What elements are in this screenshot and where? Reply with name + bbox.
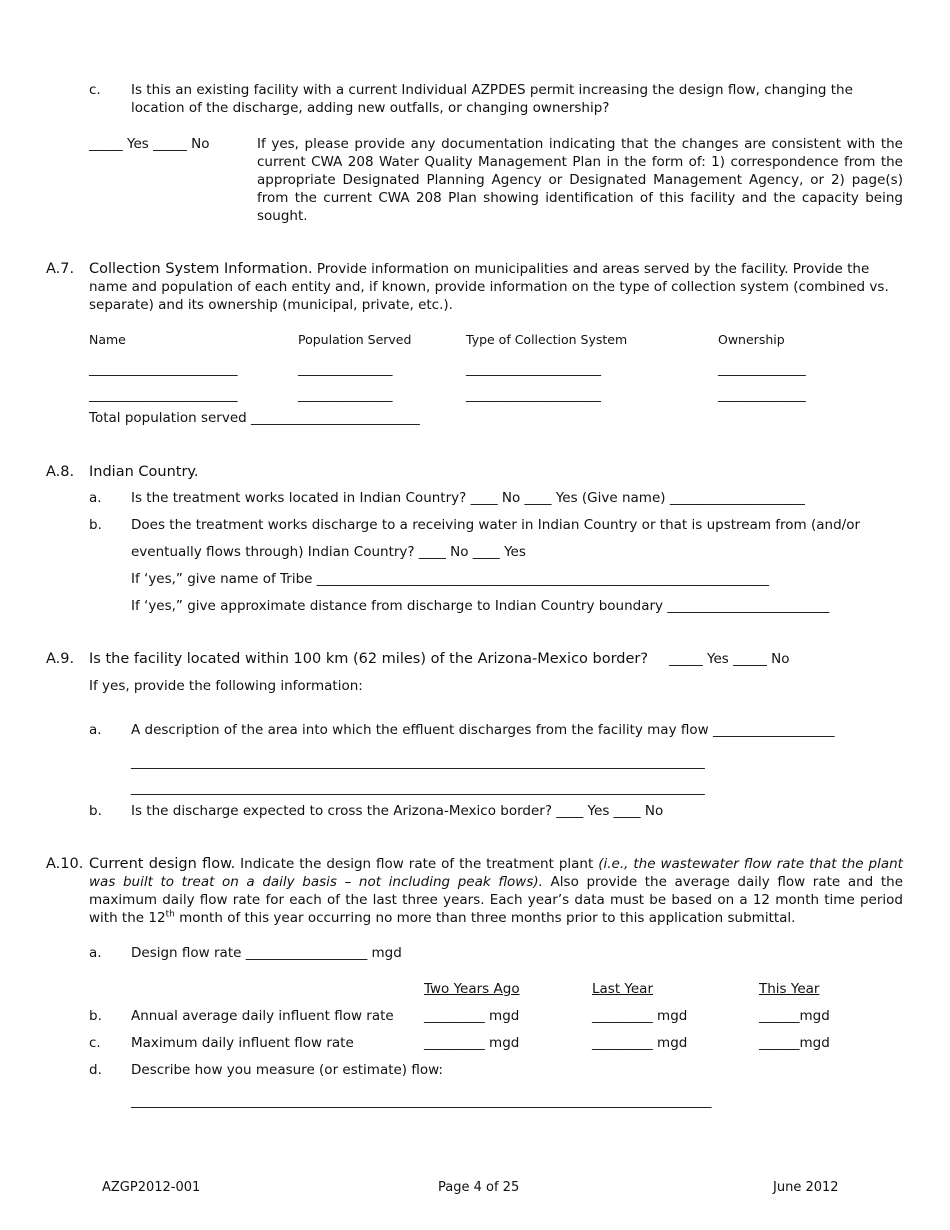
a7-body: Provide information on municipalities and areas served by the facility. Provide the name and population of each entity and, if known, provide information on the type of collection system (combined vs. separate) and its ownership (municipal, private, etc.). [89,261,889,313]
a10-d-letter: d. [89,1062,102,1078]
a9-b-letter: b. [89,803,102,819]
a8-tribe-name-field[interactable]: If ‘yes,” give name of Tribe ___________________________________________________________________ [131,571,769,587]
a10-paragraph [89,855,903,927]
annual-avg-this-year-field[interactable]: ______mgd [759,1008,830,1024]
max-daily-last-year-field[interactable]: _________ mgd [592,1035,688,1051]
max-daily-this-year-field[interactable]: ______mgd [759,1035,830,1051]
row1-population-blank[interactable]: ______________ [298,361,393,377]
a9-number: A.9. [46,651,75,667]
a9-a-letter: a. [89,722,102,738]
col-header-collection-type: Type of Collection System [466,332,628,347]
a8-number: A.8. [46,464,75,480]
a10-b-letter: b. [89,1008,102,1024]
a9-intro: If yes, provide the following information: [89,678,363,694]
annual-avg-flow-label: Annual average daily influent flow rate [131,1008,394,1024]
col-header-last-year: Last Year [592,981,653,997]
a10-number: A.10. [46,856,84,872]
row1-name-blank[interactable]: ______________________ [89,361,238,377]
a9-b-question[interactable]: Is the discharge expected to cross the Arizona-Mexico border? ____ Yes ____ No [131,803,664,819]
a10-body-part2: Also provide the average daily flow rate and the maximum daily flow rate for each of the last three years. Each year’s data must be based on a 12 month time period with the 12 [89,874,903,926]
a8-distance-field[interactable]: If ‘yes,” give approximate distance from discharge to Indian Country boundary ________________________ [131,598,830,614]
annual-avg-two-years-ago-field[interactable]: _________ mgd [424,1008,520,1024]
a9-a-line2[interactable]: _____________________________________________________________________________________ [131,754,705,770]
row2-name-blank[interactable]: ______________________ [89,387,238,403]
a10-body-part3: month of this year occurring no more than three months prior to this application submittal. [174,910,796,926]
a10-body-italic: (i.e., the wastewater flow rate that the plant was built to treat on a daily basis – not including peak flows). [89,856,903,890]
a10-body-part1: Indicate the design flow rate of the treatment plant [235,856,599,872]
a8-title: Indian Country. [89,464,199,480]
col-header-two-years-ago: Two Years Ago [424,981,520,997]
row2-type-blank[interactable]: ____________________ [466,387,601,403]
a8-a-question[interactable]: Is the treatment works located in Indian Country? ____ No ____ Yes (Give name) ____________________ [131,490,805,506]
a8-b-line1: Does the treatment works discharge to a receiving water in Indian Country or that is upstream from (and/or [131,517,861,533]
a9-a-line3[interactable]: _____________________________________________________________________________________ [131,780,705,796]
row2-ownership-blank[interactable]: _____________ [718,387,806,403]
col-header-ownership: Ownership [718,332,785,347]
yes-no-c[interactable]: _____ Yes _____ No [89,136,210,152]
a9-a-description-field[interactable]: A description of the area into which the effluent discharges from the facility may flow __________________ [131,722,835,738]
total-population-field[interactable]: Total population served _________________________ [89,410,420,426]
col-header-name: Name [89,332,126,347]
col-header-this-year: This Year [759,981,820,997]
a10-title: Current design flow. [89,856,236,872]
explanation-c: If yes, please provide any documentation indicating that the changes are consistent with the current CWA 208 Water Quality Management Plan in the form of: 1) correspondence from the appropriate Designated Planning Agency or Designated Management Agency, or 2) page(s) from the current CWA 208 Plan showing identification of this facility and the capacity being sought. [257,136,903,224]
max-daily-flow-label: Maximum daily influent flow rate [131,1035,354,1051]
a10-a-letter: a. [89,945,102,961]
a8-b-line2[interactable]: eventually flows through) Indian Country? ____ No ____ Yes [131,544,526,560]
a10-d-question: Describe how you measure (or estimate) flow: [131,1062,443,1078]
a8-b-letter: b. [89,517,102,533]
row1-ownership-blank[interactable]: _____________ [718,361,806,377]
a9-question: Is the facility located within 100 km (62 miles) of the Arizona-Mexico border? [89,651,649,667]
a10-superscript: th [165,909,175,920]
annual-avg-last-year-field[interactable]: _________ mgd [592,1008,688,1024]
item-letter-c: c. [89,82,101,98]
footer-date: June 2012 [773,1180,839,1195]
max-daily-two-years-ago-field[interactable]: _________ mgd [424,1035,520,1051]
row1-type-blank[interactable]: ____________________ [466,361,601,377]
flow-measurement-field[interactable]: ______________________________________________________________________________________ [131,1093,712,1109]
a7-paragraph [89,260,889,314]
row2-population-blank[interactable]: ______________ [298,387,393,403]
a7-title: Collection System Information. [89,261,313,277]
a9-yes-no[interactable]: _____ Yes _____ No [669,651,790,667]
footer-page-number: Page 4 of 25 [438,1180,520,1195]
footer-form-id: AZGP2012-001 [102,1180,201,1195]
a8-a-letter: a. [89,490,102,506]
design-flow-rate-field[interactable]: Design flow rate __________________ mgd [131,945,402,961]
a10-c-letter: c. [89,1035,101,1051]
col-header-population: Population Served [298,332,412,347]
a7-number: A.7. [46,261,75,277]
question-c: Is this an existing facility with a current Individual AZPDES permit increasing the design flow, changing the location of the discharge, adding new outfalls, or changing ownership? [131,82,853,116]
